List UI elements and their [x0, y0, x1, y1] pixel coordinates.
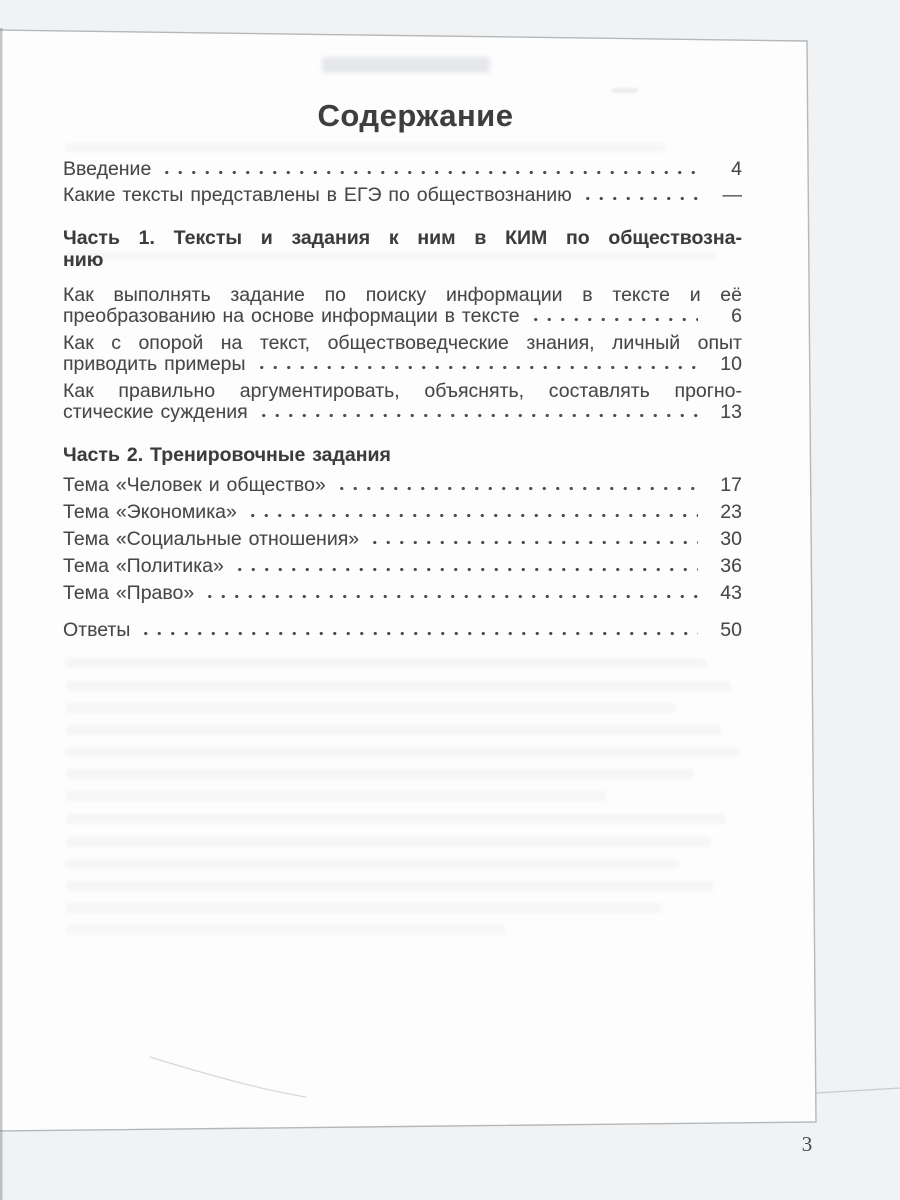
entry-line	[63, 159, 742, 180]
dot-leader	[529, 317, 698, 322]
toc-heading	[63, 444, 742, 466]
heading-line: Часть 2. Тренировочные задания	[63, 444, 391, 466]
entry-wrap-line: Как с опорой на текст, обществоведческие знания, личный опыт	[63, 332, 742, 354]
dot-leader	[233, 567, 698, 572]
dot-leader	[335, 486, 698, 491]
entry-label: Тема «Социальные отношения»	[63, 528, 360, 550]
entry-label: преобразованию на основе информации в тексте	[63, 305, 520, 327]
under-page-edge-line	[816, 1088, 900, 1093]
toc-entry	[63, 620, 742, 641]
toc-entry	[63, 475, 742, 496]
entry-line	[63, 502, 742, 523]
entry-label: Тема «Право»	[63, 582, 195, 604]
entry-label: Тема «Человек и общество»	[63, 474, 326, 496]
entry-line	[63, 620, 742, 641]
entry-page-number: 36	[720, 555, 742, 577]
toc-entry	[63, 583, 742, 604]
toc-list	[63, 159, 742, 641]
entry-line	[63, 354, 742, 375]
toc-entry	[63, 556, 742, 577]
entry-page-number: 4	[731, 158, 742, 180]
toc-entry	[63, 502, 742, 523]
entry-label: стические суждения	[63, 401, 248, 423]
toc-entry	[63, 381, 742, 423]
dot-leader	[257, 413, 698, 418]
gutter-shadow	[0, 28, 3, 1200]
entry-page-number: 10	[720, 353, 742, 375]
entry-page-number: 23	[720, 501, 742, 523]
heading-line: нию	[63, 249, 104, 271]
entry-label: приводить примеры	[63, 353, 246, 375]
entry-label: Тема «Экономика»	[63, 501, 237, 523]
entry-line	[63, 402, 742, 423]
entry-line	[63, 556, 742, 577]
entry-wrap-line: Как правильно аргументировать, объяснять, составлять прогно-	[63, 380, 742, 402]
folio-page-number: 3	[801, 1132, 813, 1156]
dot-leader	[160, 170, 698, 175]
toc-entry	[63, 159, 742, 180]
entry-page-number: 13	[720, 401, 742, 423]
dot-leader	[203, 594, 698, 599]
entry-page-number: 43	[720, 582, 742, 604]
entry-line	[63, 529, 742, 550]
toc-entry	[63, 333, 742, 375]
dot-leader	[368, 540, 698, 545]
dot-leader	[255, 365, 698, 370]
entry-page-number: 50	[720, 619, 742, 641]
entry-page-number: 17	[720, 474, 742, 496]
entry-line	[63, 583, 742, 604]
dot-leader	[246, 513, 698, 518]
dot-leader	[581, 196, 698, 201]
entry-label: Какие тексты представлены в ЕГЭ по обществознанию	[63, 184, 572, 206]
entry-page-number: —	[722, 184, 742, 206]
heading-line: Часть 1. Тексты и задания к ним в КИМ по обществозна-	[63, 227, 742, 249]
toc-entry	[63, 529, 742, 550]
entry-line	[63, 306, 742, 327]
entry-page-number: 6	[731, 305, 742, 327]
toc-entry	[63, 285, 742, 327]
entry-label: Тема «Политика»	[63, 555, 224, 577]
dot-leader	[139, 631, 698, 636]
contents-title: Содержание	[317, 98, 514, 133]
entry-line	[63, 475, 742, 496]
toc-heading	[63, 227, 742, 271]
toc-entry	[63, 185, 742, 206]
entry-label: Введение	[63, 158, 152, 180]
entry-page-number: 30	[720, 528, 742, 550]
entry-wrap-line: Как выполнять задание по поиску информации в тексте и её	[63, 284, 742, 306]
entry-line	[63, 185, 742, 206]
entry-label: Ответы	[63, 619, 131, 641]
table-of-contents	[63, 98, 742, 641]
